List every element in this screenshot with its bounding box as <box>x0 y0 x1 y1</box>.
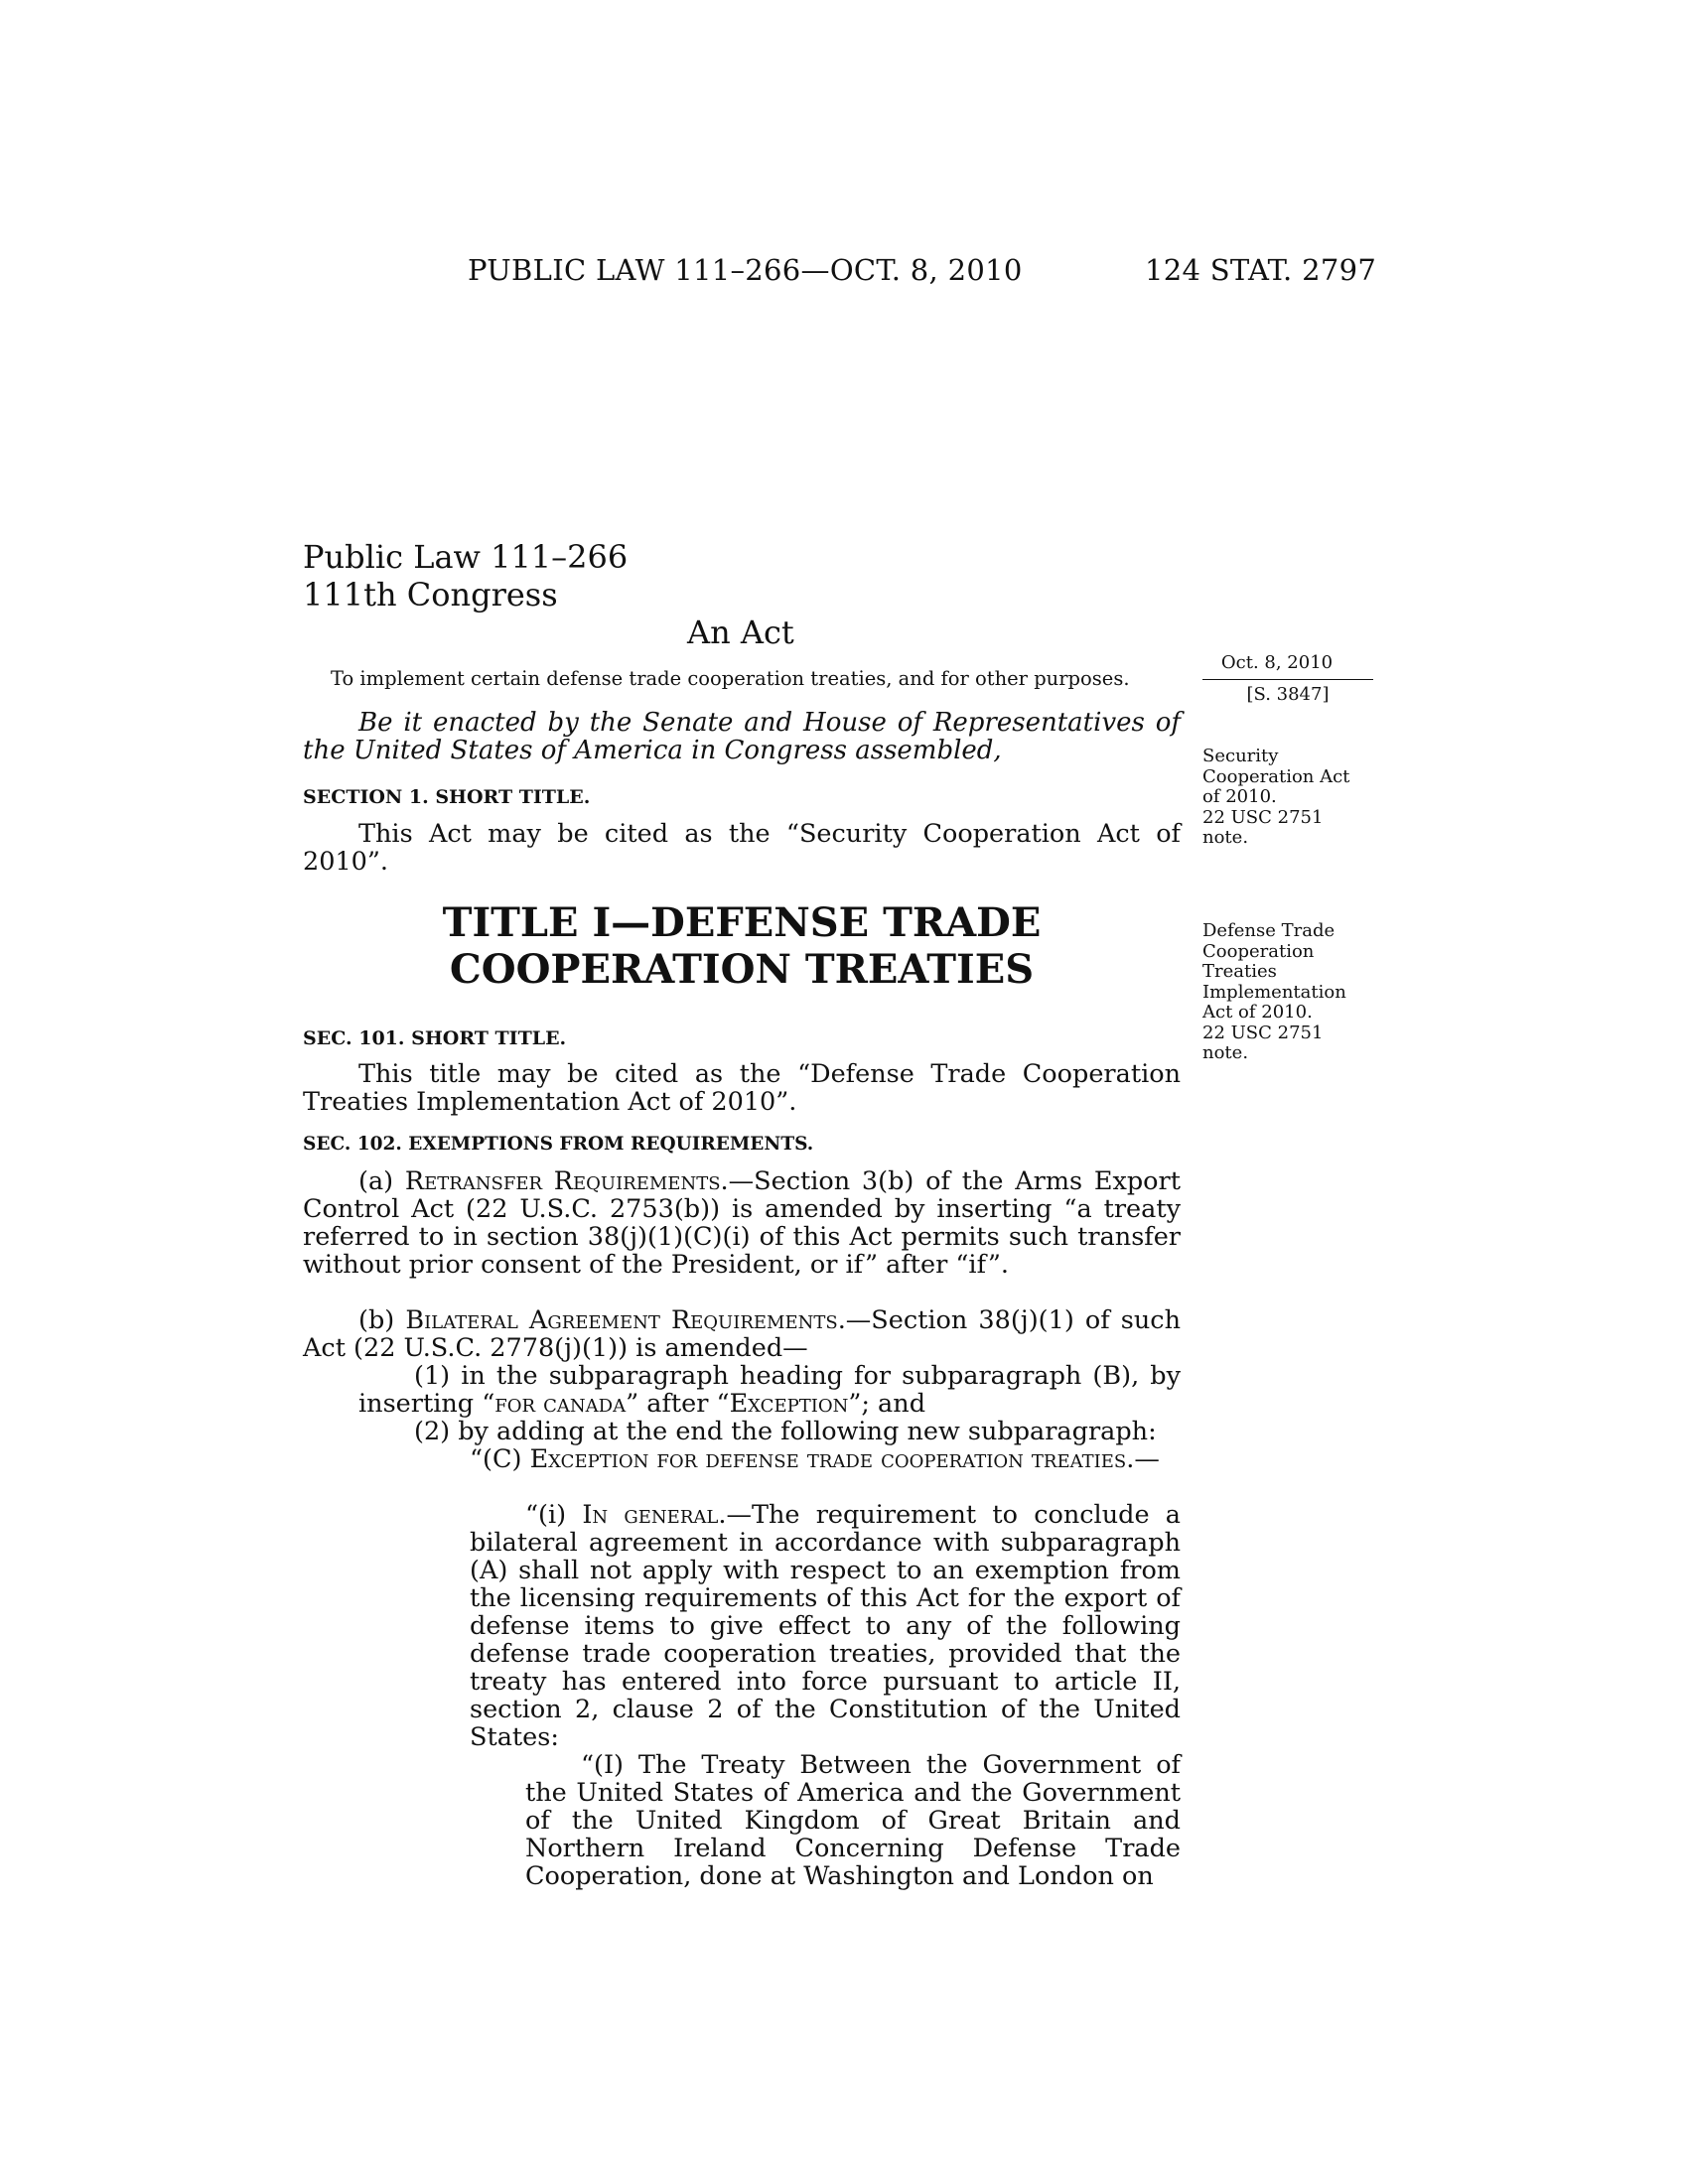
subsection-a <box>303 1167 1181 1279</box>
margin-note-line: Security <box>1202 746 1279 766</box>
margin-note-line: Cooperation <box>1202 940 1315 962</box>
clause-text: .—The requirement to conclude a bilateral agreement in accordance with subparagraph (A) shall not apply with respect to an exemption from the licensing requirements of this Act for the export of defense items to give effect to any of the following defense trade cooperation treaties, provided that the treaty has entered into force pursuant to article II, section 2, clause 2 of the Constitution of the United States: <box>470 1500 1182 1752</box>
margin-note-line: Defense Trade <box>1202 920 1336 941</box>
section-101-heading: SEC. 101. SHORT TITLE. <box>303 1027 567 1049</box>
act-heading: An Act <box>687 614 794 651</box>
subsection-label: (b) <box>358 1305 406 1335</box>
margin-note-line: Cooperation Act <box>1202 765 1350 787</box>
public-law-number: Public Law 111–266 <box>303 538 629 576</box>
subsection-text: .—Section 3(b) of the Arms Export Control Act (22 U.S.C. 2753(b)) is amended by inserting “a treaty referred to in section 38(j)(1)(C)(i) of this Act permits such transfer without prior consent of the President, or if” after “if”. <box>303 1166 1181 1280</box>
clause-label: “(i) <box>525 1500 583 1530</box>
margin-note-line: note. <box>1202 1042 1249 1063</box>
subparagraph-label: “(C) <box>470 1444 530 1474</box>
paragraph-1 <box>358 1362 1181 1418</box>
section-1-heading: SECTION 1. SHORT TITLE. <box>303 786 591 808</box>
clause-i <box>470 1501 1181 1751</box>
running-header-left: PUBLIC LAW 111–266—OCT. 8, 2010 <box>468 253 1023 287</box>
subsection-label: (a) <box>358 1166 405 1196</box>
section-101-text: This title may be cited as the “Defense Trade Cooperation Treaties Implementation Act of 2010”. <box>303 1059 1181 1117</box>
subparagraph-caption: Exception for defense trade cooperation treaties <box>529 1444 1127 1474</box>
margin-note-line: Treaties <box>1202 961 1277 982</box>
margin-rule <box>1202 679 1373 680</box>
enacting-clause: Be it enacted by the Senate and House of Representatives of the United States of America in Congress assembled, <box>303 708 1181 765</box>
paragraph-smallcaps: Exception <box>729 1389 849 1419</box>
paragraph-2: (2) by adding at the end the following new subparagraph: <box>414 1417 1157 1446</box>
running-header-page: 124 STAT. 2797 <box>1145 253 1377 287</box>
paragraph-text: ” after “ <box>626 1389 730 1419</box>
margin-note-line: 22 USC 2751 <box>1202 1022 1324 1043</box>
act-purpose: To implement certain defense trade cooperation treaties, and for other purposes. <box>331 667 1130 690</box>
margin-approval-date: Oct. 8, 2010 <box>1220 652 1334 673</box>
subsection-b <box>303 1306 1181 1362</box>
margin-note-line: Act of 2010. <box>1202 1002 1313 1023</box>
title-heading-line: TITLE I—DEFENSE TRADE <box>442 899 1042 946</box>
paragraph-text: (1) in the subparagraph heading for subparagraph (B), by inserting “ <box>358 1361 1181 1419</box>
subsection-caption: Retransfer Requirements <box>404 1166 721 1196</box>
margin-note-line: of 2010. <box>1202 786 1277 807</box>
subsection-caption: Bilateral Agreement Requirements <box>405 1305 838 1335</box>
subsection-text: .—Section 38(j)(1) of such Act (22 U.S.C. 2778(j)(1)) is amended— <box>303 1305 1181 1363</box>
title-heading <box>303 899 1181 993</box>
margin-bill-number: [S. 3847] <box>1246 684 1330 705</box>
margin-note-line: note. <box>1202 827 1249 848</box>
paragraph-smallcaps: for canada <box>494 1389 627 1419</box>
margin-note-line: Implementation <box>1202 981 1346 1003</box>
margin-note-security-cooperation <box>1202 747 1349 849</box>
margin-note-line: 22 USC 2751 <box>1202 806 1324 828</box>
clause-caption: In general <box>582 1500 719 1530</box>
subclause-I: “(I) The Treaty Between the Government of the United States of America and the Government of the United Kingdom of Great Britain and Northern Ireland Concerning Defense Trade Cooperation, done at Washington and London on <box>525 1750 1181 1891</box>
margin-note-dtc-implementation <box>1202 921 1346 1064</box>
subparagraph-c <box>414 1445 1181 1473</box>
section-1-text: This Act may be cited as the “Security Cooperation Act of 2010”. <box>303 819 1181 877</box>
congress-number: 111th Congress <box>303 576 558 614</box>
section-102-heading: SEC. 102. EXEMPTIONS FROM REQUIREMENTS. <box>303 1134 814 1155</box>
subparagraph-dash: .— <box>1126 1444 1160 1474</box>
paragraph-text: ”; and <box>848 1389 926 1419</box>
title-heading-line: COOPERATION TREATIES <box>449 946 1035 993</box>
